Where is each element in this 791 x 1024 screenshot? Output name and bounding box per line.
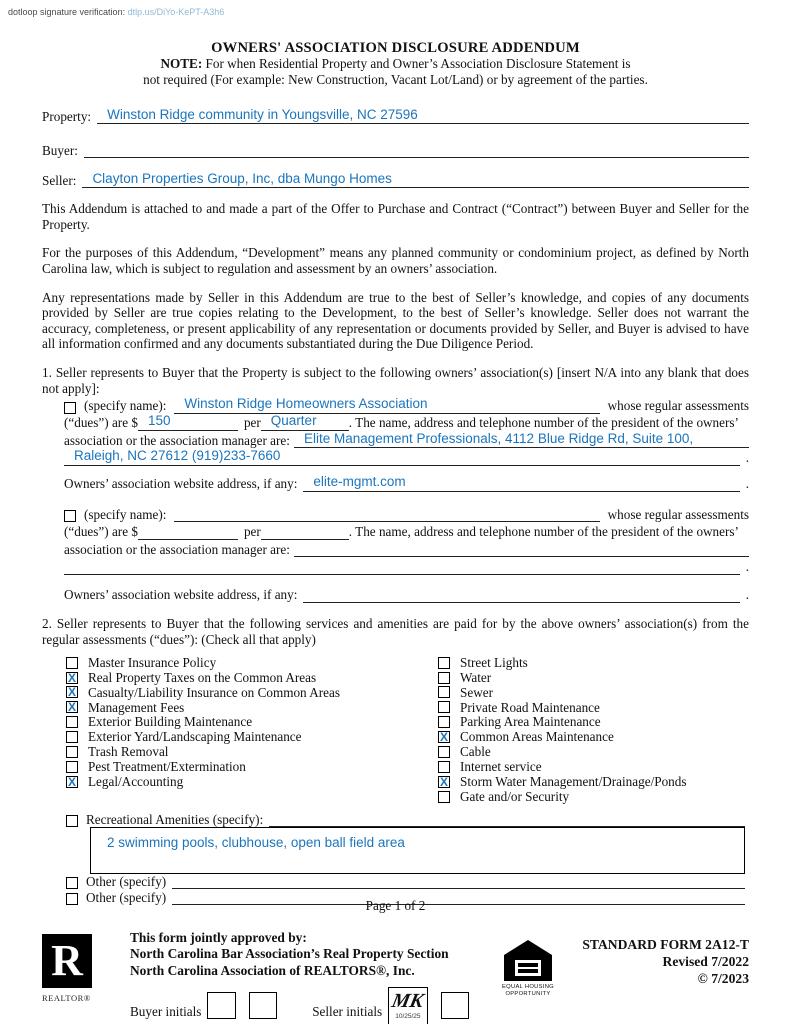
checkbox[interactable] xyxy=(438,761,450,773)
association-2-manager-line1 xyxy=(294,555,304,556)
checklist-item xyxy=(438,685,749,700)
per-label: per xyxy=(243,524,261,540)
checklist-item-label: Legal/Accounting xyxy=(88,774,184,789)
checklist-item-label: Parking Area Maintenance xyxy=(460,714,601,730)
standard-form-copyright: © 7/2023 xyxy=(697,971,749,986)
recreational-amenities-box[interactable] xyxy=(90,827,745,874)
buyer-label: Buyer: xyxy=(42,142,78,158)
buyer-field[interactable] xyxy=(84,141,749,158)
manager-label: association or the association manager are: xyxy=(64,432,290,448)
seller-initials-box-2[interactable] xyxy=(441,992,469,1019)
checklist-item-label: Trash Removal xyxy=(88,744,169,760)
checklist-item xyxy=(66,730,438,745)
checklist-item-label: Street Lights xyxy=(460,654,528,670)
section2-intro: 2. Seller represents to Buyer that the following services and amenities are paid for by the above owners’ association(s) from the regular assessments (“dues”): (Check all that apply) xyxy=(42,616,749,647)
initials-row xyxy=(130,989,482,1019)
stamp-initials: MK xyxy=(389,990,426,1013)
page-title: OWNERS' ASSOCIATION DISCLOSURE ADDENDUM xyxy=(211,39,580,56)
note-line-2: not required (For example: New Construction, Vacant Lot/Land) or by agreement of the parties. xyxy=(143,72,648,88)
checklist-item xyxy=(66,715,438,730)
seller-row xyxy=(42,164,749,188)
association-1-name: Winston Ridge Homeowners Association xyxy=(184,395,428,411)
dotloop-verification-link[interactable]: dtlp.us/DiYo-KePT-A3h6 xyxy=(127,7,225,17)
association-2-website-field[interactable] xyxy=(303,587,739,603)
note-line-1 xyxy=(0,56,791,72)
seller-initials-stamp[interactable] xyxy=(388,987,427,1024)
checklist-item-label: Exterior Yard/Landscaping Maintenance xyxy=(88,729,302,745)
property-value: Winston Ridge community in Youngsville, NC 27596 xyxy=(107,106,418,122)
association-2-name xyxy=(174,520,184,521)
page-number: Page 1 of 2 xyxy=(365,898,426,913)
association-block-2 xyxy=(64,505,749,603)
recreational-amenities-line[interactable] xyxy=(269,811,745,827)
equal-housing-label: EQUAL HOUSING OPPORTUNITY xyxy=(501,984,554,997)
dotloop-verification-bar xyxy=(0,0,791,21)
checkbox[interactable] xyxy=(438,657,450,669)
checklist-item-label: Cable xyxy=(460,744,491,760)
checklist-item-label: Storm Water Management/Drainage/Ponds xyxy=(460,774,687,789)
note-text-1: For when Residential Property and Owner’s Association Disclosure Statement is xyxy=(202,56,631,72)
standard-form-revised: Revised 7/2022 xyxy=(662,954,749,969)
checklist-item-label: Internet service xyxy=(460,759,542,775)
association-1-per: Quarter xyxy=(270,413,317,429)
checklist-item-label: Gate and/or Security xyxy=(460,788,570,804)
specify-name-label: (specify name): xyxy=(84,397,167,413)
checklist-item-label: Exterior Building Maintenance xyxy=(88,714,253,730)
property-label: Property: xyxy=(42,108,92,124)
checklist-item xyxy=(66,759,438,774)
checklist-item xyxy=(438,655,749,670)
buyer-initials-box-2[interactable] xyxy=(249,992,277,1019)
standard-form-name: STANDARD FORM 2A12-T xyxy=(582,937,749,952)
association-1-checkbox[interactable] xyxy=(64,402,76,414)
checklist-item-label: Casualty/Liability Insurance on Common Areas xyxy=(88,684,340,700)
checklist-item-label: Common Areas Maintenance xyxy=(460,729,614,745)
dues-label: (“dues”) are $ xyxy=(64,524,138,540)
other-specify-row-1 xyxy=(66,873,745,889)
seller-initials-label: Seller initials xyxy=(312,1003,383,1019)
association-1-dues: 150 xyxy=(147,413,171,429)
equal-housing-logo xyxy=(482,930,574,1019)
president-label: . The name, address and telephone number of the president of the owners’ xyxy=(348,415,739,431)
recreational-amenities-row xyxy=(66,810,745,827)
checkbox[interactable]: X xyxy=(439,730,448,745)
whose-assessments-label: whose regular assessments xyxy=(607,397,749,413)
equal-housing-roof-icon xyxy=(504,940,552,955)
equal-housing-house-icon xyxy=(504,955,552,981)
association-1-dues-field[interactable] xyxy=(138,413,238,431)
checklist-item xyxy=(438,700,749,715)
seller-label: Seller: xyxy=(42,172,77,188)
association-2-checkbox[interactable] xyxy=(64,510,76,522)
association-2-website xyxy=(303,601,313,602)
checklist-item xyxy=(66,655,438,670)
footer xyxy=(42,930,749,1019)
dues-label: (“dues”) are $ xyxy=(64,415,138,431)
association-2-dues-field[interactable] xyxy=(138,524,238,540)
stamp-date: 10/25/25 xyxy=(395,1013,421,1021)
realtor-label: REALTOR® xyxy=(42,993,91,1003)
checklist-item-label: Master Insurance Policy xyxy=(88,654,217,670)
checkbox[interactable] xyxy=(66,716,78,728)
seller-value: Clayton Properties Group, Inc, dba Mungo Homes xyxy=(92,170,392,186)
dotloop-verification-label: dotloop signature verification: xyxy=(8,7,126,17)
buyer-initials-label: Buyer initials xyxy=(130,1003,202,1019)
association-1-manager-field-2[interactable] xyxy=(64,448,740,466)
period-mark: . xyxy=(745,476,749,492)
other-1-label: Other (specify) xyxy=(86,873,167,889)
other-1-checkbox[interactable] xyxy=(66,877,78,889)
association-2-per-field[interactable] xyxy=(261,524,349,540)
checklist-item-label: Real Property Taxes on the Common Areas xyxy=(88,669,317,685)
checklist-item xyxy=(66,745,438,760)
buyer-value xyxy=(84,156,94,157)
checkbox[interactable] xyxy=(66,731,78,743)
checklist-item xyxy=(438,759,749,774)
association-1-per-field[interactable] xyxy=(261,413,349,431)
association-1-manager-line1: Elite Management Professionals, 4112 Blue Ridge Rd, Suite 100, xyxy=(303,430,694,446)
checklist-item xyxy=(438,715,749,730)
checklist-item-label: Sewer xyxy=(460,684,493,700)
checkbox[interactable] xyxy=(66,761,78,773)
association-1-manager-line2: Raleigh, NC 27612 (919)233-7660 xyxy=(74,448,281,464)
checklist-item xyxy=(66,774,438,789)
paragraph-contract: This Addendum is attached to and made a part of the Offer to Purchase and Contract (“Contract”) between Buyer and Seller for the Property. xyxy=(42,201,749,232)
checklist-item xyxy=(438,745,749,760)
checklist-item xyxy=(66,670,438,685)
checklist-item xyxy=(438,774,749,789)
president-label: . The name, address and telephone number of the president of the owners’ xyxy=(348,524,739,540)
approved-by-line-3: North Carolina Association of REALTORS®, Inc. xyxy=(130,962,415,978)
recreational-amenities-checkbox[interactable] xyxy=(66,815,78,827)
checkbox[interactable] xyxy=(66,657,78,669)
checkbox[interactable] xyxy=(438,672,450,684)
checkbox[interactable]: X xyxy=(67,774,76,789)
buyer-row xyxy=(42,134,749,158)
association-1-website-field[interactable] xyxy=(303,474,739,492)
checklist-item xyxy=(66,700,438,715)
approved-by-line-1: This form jointly approved by: xyxy=(130,930,307,945)
buyer-initials-box-1[interactable] xyxy=(207,992,235,1019)
period-mark: . xyxy=(745,587,749,603)
association-2-per xyxy=(261,538,271,539)
association-2-manager-field[interactable] xyxy=(294,541,749,557)
period-mark: . xyxy=(745,559,749,575)
checklist-item-label: Water xyxy=(460,669,492,685)
checklist-item xyxy=(438,789,749,804)
recreational-amenities-label: Recreational Amenities (specify): xyxy=(86,811,264,827)
paragraph-representations: Any representations made by Seller in this Addendum are true to the best of Seller’s knowledge, and copies of any documents provided by Seller are true copies relating to the Development, to the best of Seller’s knowledge. Seller does not warrant the accuracy, completeness, or present applicability of any representation or documents provided by Seller, and Buyer is advised to have all information confirmed and any documents substantiated during the Due Diligence Period. xyxy=(42,289,749,352)
realtor-logo xyxy=(42,930,130,1019)
checkbox[interactable] xyxy=(438,791,450,803)
checkbox[interactable] xyxy=(438,746,450,758)
checkbox[interactable]: X xyxy=(439,774,448,789)
checkbox[interactable] xyxy=(438,686,450,698)
note-bold-label: NOTE: xyxy=(160,56,203,72)
checklist-item xyxy=(438,730,749,745)
manager-label: association or the association manager are: xyxy=(64,541,290,557)
standard-form-block xyxy=(574,930,749,1019)
association-2-name-field[interactable] xyxy=(174,506,599,522)
association-block-1 xyxy=(64,396,749,492)
services-checklist xyxy=(66,655,749,804)
association-2-dues xyxy=(138,538,148,539)
property-field[interactable] xyxy=(97,107,749,125)
paragraph-development: For the purposes of this Addendum, “Development” means any planned community or condominium project, as defined by North Carolina law, which is subject to regulation and assessment by an owners’ association. xyxy=(42,245,749,276)
association-1-manager-field[interactable] xyxy=(294,431,749,449)
approval-block xyxy=(130,930,482,1019)
seller-field[interactable] xyxy=(82,171,749,189)
whose-assessments-label: whose regular assessments xyxy=(607,506,749,522)
period-mark: . xyxy=(745,450,749,466)
other-1-field[interactable] xyxy=(172,873,745,889)
approved-by-line-2: North Carolina Bar Association’s Real Property Section xyxy=(130,946,449,962)
website-label: Owners’ association website address, if any: xyxy=(64,587,298,603)
checkbox[interactable]: X xyxy=(67,700,76,715)
services-checklist-left xyxy=(66,655,438,804)
recreational-amenities-value: 2 swimming pools, clubhouse, open ball field area xyxy=(107,835,405,851)
checklist-item xyxy=(438,670,749,685)
checkbox[interactable]: X xyxy=(67,685,76,700)
association-2-manager-field-2[interactable] xyxy=(64,559,740,575)
specify-name-label: (specify name): xyxy=(84,506,167,522)
section1-intro: 1. Seller represents to Buyer that the Property is subject to the following owners’ association(s) [insert N/A into any blank that does not apply]: xyxy=(42,364,749,396)
website-label: Owners’ association website address, if any: xyxy=(64,476,298,492)
checkbox[interactable] xyxy=(66,746,78,758)
checklist-item-label: Pest Treatment/Extermination xyxy=(88,759,246,775)
checklist-item-label: Management Fees xyxy=(88,699,185,715)
checkbox[interactable] xyxy=(438,716,450,728)
checklist-item-label: Private Road Maintenance xyxy=(460,699,600,715)
checklist-item xyxy=(66,685,438,700)
checkbox[interactable] xyxy=(438,701,450,713)
association-1-website: elite-mgmt.com xyxy=(313,474,406,490)
services-checklist-right xyxy=(438,655,749,804)
realtor-r-icon: R xyxy=(42,934,92,988)
property-row xyxy=(42,100,749,124)
per-label: per xyxy=(243,415,261,431)
checkbox[interactable]: X xyxy=(67,670,76,685)
association-1-name-field[interactable] xyxy=(174,396,599,414)
other-2-label: Other (specify) xyxy=(86,889,167,905)
association-2-manager-line2 xyxy=(64,573,74,574)
